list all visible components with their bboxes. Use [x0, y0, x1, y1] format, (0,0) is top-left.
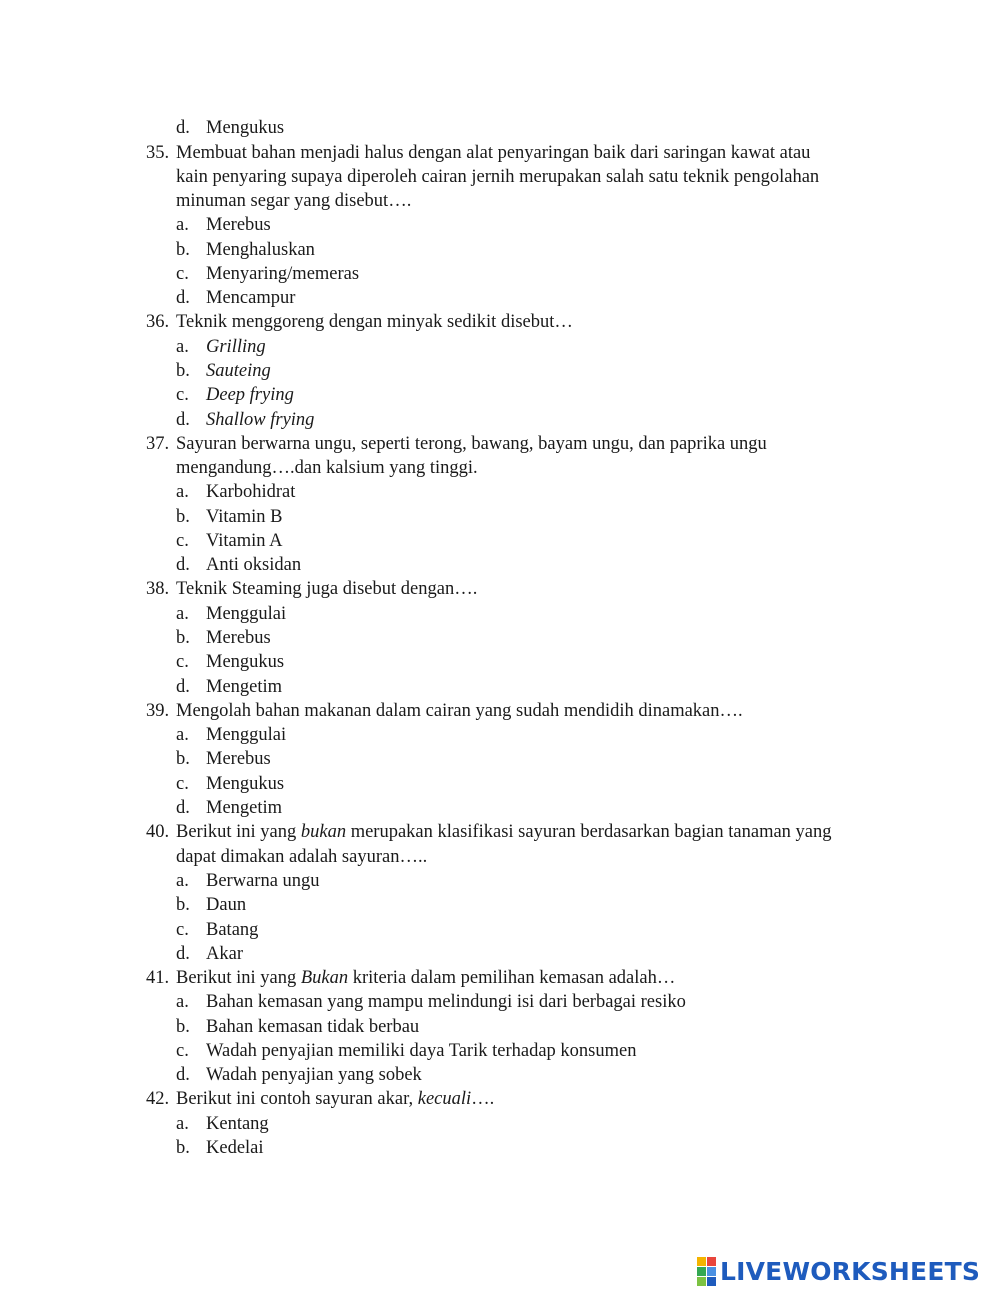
option-text: Bahan kemasan tidak berbau [206, 1017, 420, 1037]
question-text: Berikut ini yang Bukan kriteria dalam pemilihan kemasan adalah… [176, 968, 676, 988]
option-text: Menghaluskan [206, 240, 315, 260]
option-text: Daun [206, 895, 247, 915]
option-letter: c. [176, 264, 189, 284]
option-text: Deep frying [206, 385, 294, 405]
option-text: Sauteing [206, 361, 271, 381]
liveworksheets-logo [697, 1256, 980, 1286]
option-letter: b. [176, 749, 190, 769]
option-letter: d. [176, 555, 190, 575]
option-text: Mengukus [206, 118, 285, 138]
option-text: Kedelai [206, 1138, 264, 1158]
option-text: Karbohidrat [206, 482, 296, 502]
option-text: Merebus [206, 215, 271, 235]
option-letter: c. [176, 385, 189, 405]
option-text: Menyaring/memeras [206, 264, 360, 284]
question-text: Berikut ini contoh sayuran akar, kecuali…. [176, 1089, 495, 1109]
question-number: 36. [146, 312, 170, 332]
option-text: Berwarna ungu [206, 871, 320, 891]
option-letter: d. [176, 944, 190, 964]
option-text: Mengukus [206, 652, 285, 672]
option-letter: a. [176, 337, 189, 357]
logo-text: LIVEWORKSHEETS [720, 1256, 981, 1286]
option-text: Grilling [206, 337, 266, 357]
question-number: 38. [146, 579, 170, 599]
option-text: Mengukus [206, 774, 285, 794]
logo-blocks-icon [697, 1257, 716, 1286]
option-text: Anti oksidan [206, 555, 302, 575]
option-letter: b. [176, 895, 190, 915]
option-letter: d. [176, 118, 190, 138]
option-letter: a. [176, 725, 189, 745]
option-letter: a. [176, 215, 189, 235]
option-text: Merebus [206, 749, 271, 769]
option-letter: d. [176, 798, 190, 818]
option-letter: b. [176, 1138, 190, 1158]
question-number: 35. [146, 143, 170, 163]
option-letter: c. [176, 652, 189, 672]
option-letter: c. [176, 531, 189, 551]
question-number: 42. [146, 1089, 170, 1109]
option-text: Mengetim [206, 798, 283, 818]
option-text: Vitamin A [206, 531, 283, 551]
option-text: Merebus [206, 628, 271, 648]
option-text: Batang [206, 920, 259, 940]
option-text: Menggulai [206, 725, 287, 745]
option-text: Mengetim [206, 677, 283, 697]
question-number: 37. [146, 434, 170, 454]
question-text: Teknik menggoreng dengan minyak sedikit disebut… [176, 312, 573, 332]
option-letter: b. [176, 1017, 190, 1037]
option-letter: c. [176, 1041, 189, 1061]
option-text: Wadah penyajian memiliki daya Tarik terhadap konsumen [206, 1041, 637, 1061]
question-text: kain penyaring supaya diperoleh cairan jernih merupakan salah satu teknik pengolahan [176, 167, 820, 187]
option-text: Vitamin B [206, 507, 283, 527]
option-letter: c. [176, 920, 189, 940]
logo-block [707, 1277, 716, 1286]
option-letter: b. [176, 240, 190, 260]
question-number: 40. [146, 822, 170, 842]
question-text: Teknik Steaming juga disebut dengan…. [176, 579, 478, 599]
option-text: Menggulai [206, 604, 287, 624]
question-number: 41. [146, 968, 170, 988]
option-text: Kentang [206, 1114, 269, 1134]
option-letter: a. [176, 482, 189, 502]
question-number: 39. [146, 701, 170, 721]
question-text: Mengolah bahan makanan dalam cairan yang sudah mendidih dinamakan…. [176, 701, 743, 721]
option-letter: d. [176, 1065, 190, 1085]
option-letter: c. [176, 774, 189, 794]
option-text: Wadah penyajian yang sobek [206, 1065, 422, 1085]
option-letter: a. [176, 871, 189, 891]
option-letter: d. [176, 410, 190, 430]
question-text: Sayuran berwarna ungu, seperti terong, bawang, bayam ungu, dan paprika ungu [176, 434, 767, 454]
option-letter: b. [176, 628, 190, 648]
option-text: Bahan kemasan yang mampu melindungi isi dari berbagai resiko [206, 992, 686, 1012]
question-text: Berikut ini yang bukan merupakan klasifikasi sayuran berdasarkan bagian tanaman yang [176, 822, 832, 842]
logo-block [697, 1257, 706, 1266]
option-text: Mencampur [206, 288, 296, 308]
question-text: mengandung….dan kalsium yang tinggi. [176, 458, 478, 478]
option-letter: a. [176, 604, 189, 624]
option-letter: b. [176, 361, 190, 381]
logo-block [707, 1257, 716, 1266]
logo-block [707, 1267, 716, 1276]
question-text: Membuat bahan menjadi halus dengan alat penyaringan baik dari saringan kawat atau [176, 143, 811, 163]
logo-block [697, 1277, 706, 1286]
option-letter: d. [176, 288, 190, 308]
option-letter: a. [176, 992, 189, 1012]
option-text: Shallow frying [206, 410, 315, 430]
question-text: minuman segar yang disebut…. [176, 191, 412, 211]
logo-block [697, 1267, 706, 1276]
option-letter: a. [176, 1114, 189, 1134]
option-letter: d. [176, 677, 190, 697]
option-text: Akar [206, 944, 243, 964]
question-text: dapat dimakan adalah sayuran….. [176, 847, 428, 867]
option-letter: b. [176, 507, 190, 527]
